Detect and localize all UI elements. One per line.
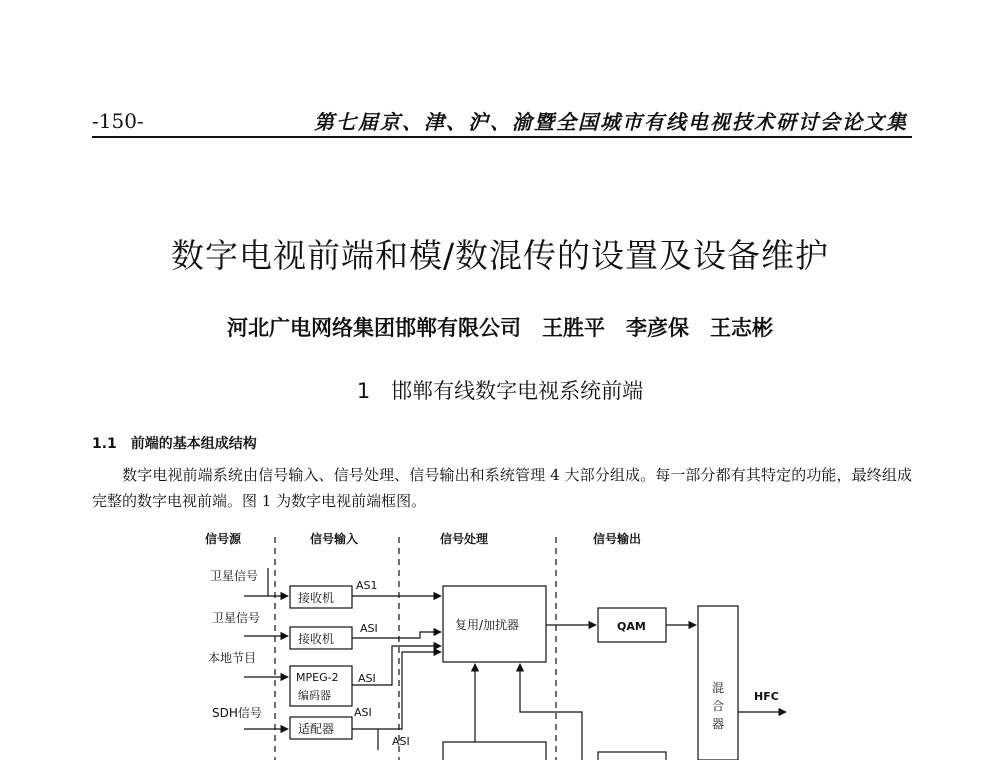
column-label-processing: 信号处理	[440, 532, 489, 546]
asi-label: ASI	[392, 735, 410, 748]
mixer-label: 合	[712, 699, 725, 713]
asi-label: ASI	[360, 622, 378, 635]
lower-output-box	[598, 752, 666, 760]
adapter-label: 适配器	[298, 722, 335, 736]
hfc-label: HFC	[754, 690, 779, 703]
source-label: 本地节目	[208, 651, 257, 665]
feedback-arrow	[520, 664, 582, 760]
encoder-label-1: MPEG-2	[296, 671, 339, 684]
asi-label: AS1	[356, 579, 378, 592]
asi-label: ASI	[358, 672, 376, 685]
receiver-label-1: 接收机	[298, 591, 335, 605]
mux-label: 复用/加扰器	[455, 618, 520, 632]
source-label: 卫星信号	[210, 569, 259, 583]
encoder-label-2: 编码器	[298, 689, 331, 702]
paper-authors: 河北广电网络集团邯郸有限公司 王胜平 李彦保 王志彬	[227, 315, 773, 340]
column-label-input: 信号输入	[310, 532, 359, 546]
subsection-heading: 1.1 前端的基本组成结构	[92, 436, 257, 452]
source-label: 卫星信号	[212, 611, 261, 625]
journal-header: 第七届京、津、沪、渝暨全国城市有线电视技术研讨会论文集	[314, 110, 908, 134]
qam-label: QAM	[617, 620, 646, 633]
column-label-output: 信号输出	[593, 532, 642, 546]
column-label-source: 信号源	[205, 532, 242, 546]
paper-title: 数字电视前端和模/数混传的设置及设备维护	[170, 236, 830, 275]
mixer-label: 器	[712, 717, 725, 731]
receiver-label-2: 接收机	[298, 632, 335, 646]
lower-box	[443, 742, 546, 760]
body-paragraph-text: 数字电视前端系统由信号输入、信号处理、信号输出和系统管理 4 大部分组成。每一部分都有其特定的功能，最终组成完整的数字电视前端。图 1 为数字电视前端框图。	[92, 466, 912, 510]
section-heading: 1 邯郸有线数字电视系统前端	[356, 379, 644, 403]
source-label: SDH信号	[212, 706, 262, 720]
asi-label: ASI	[354, 706, 372, 719]
page-number: -150-	[92, 109, 144, 133]
mixer-label: 混	[712, 681, 725, 695]
